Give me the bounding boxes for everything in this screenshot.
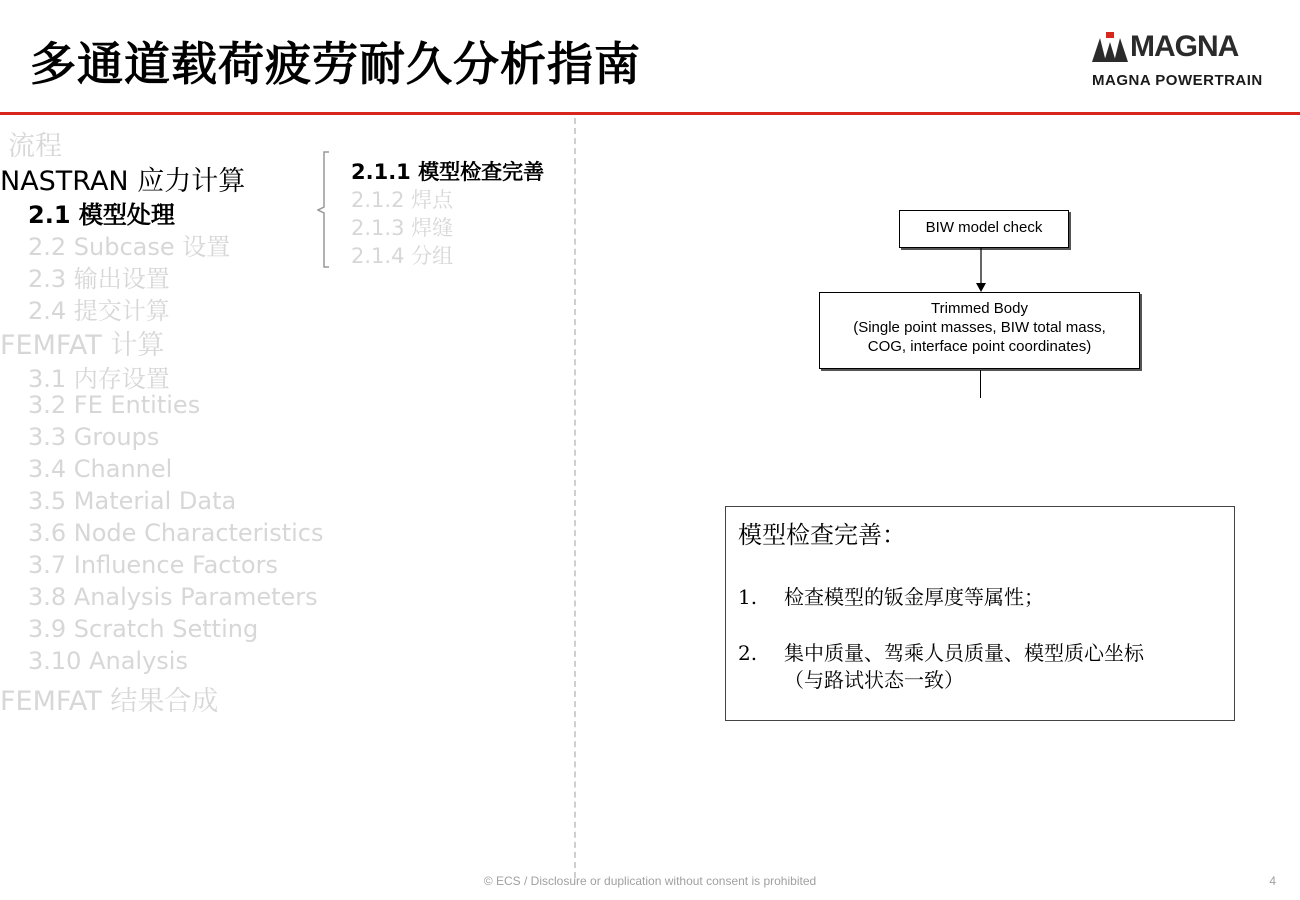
nav-2-4[interactable]: 2.4 提交计算 [28, 297, 170, 325]
note-item-1-text: 检查模型的钣金厚度等属性； [784, 585, 1044, 609]
nav-3-8[interactable]: 3.8 Analysis Parameters [28, 583, 318, 611]
note-heading: 模型检查完善： [738, 521, 906, 549]
logo-subtitle: MAGNA POWERTRAIN [1092, 72, 1263, 89]
flow-box-trimmed-body [819, 292, 1140, 369]
magna-logo-mark-icon [1092, 32, 1128, 62]
nav-3-6[interactable]: 3.6 Node Characteristics [28, 519, 324, 547]
flow-arrow [975, 247, 987, 293]
nav-3-2[interactable]: 3.2 FE Entities [28, 391, 201, 419]
nav-flow[interactable]: 流程 [8, 131, 62, 162]
footer-disclaimer: © ECS / Disclosure or duplication without consent is prohibited [483, 874, 817, 888]
page-number: 4 [1269, 874, 1276, 888]
subnav-2-1-4[interactable]: 2.1.4 分组 [351, 244, 454, 268]
nav-femfat-calc[interactable]: FEMFAT 计算 [0, 330, 165, 361]
nav-3-1[interactable]: 3.1 内存设置 [28, 365, 170, 393]
flow-box-trimmed-body-line2: (Single point masses, BIW total mass, [853, 319, 1106, 336]
nav-femfat-result[interactable]: FEMFAT 结果合成 [0, 686, 219, 717]
note-item-2 [738, 637, 1144, 666]
logo-wordmark: MAGNA [1130, 30, 1239, 63]
note-item-2-number: 2. [738, 641, 758, 665]
subnav-2-1-2[interactable]: 2.1.2 焊点 [351, 188, 454, 212]
note-item-1 [738, 581, 1044, 610]
nav-3-7[interactable]: 3.7 Influence Factors [28, 551, 278, 579]
nav-3-5[interactable]: 3.5 Material Data [28, 487, 237, 515]
nav-3-3[interactable]: 3.3 Groups [28, 423, 160, 451]
flow-box-trimmed-body-line1: Trimmed Body [931, 300, 1028, 317]
note-item-1-number: 1. [738, 585, 758, 609]
nav-nastran[interactable]: NASTRAN 应力计算 [0, 166, 246, 197]
flow-box-biw-check: BIW model check [899, 210, 1069, 248]
page-title: 多通道载荷疲劳耐久分析指南 [30, 37, 641, 91]
header-rule [0, 112, 1300, 115]
note-item-2-text: 集中质量、驾乘人员质量、模型质心坐标 [784, 641, 1144, 665]
subnav-2-1-3[interactable]: 2.1.3 焊缝 [351, 216, 454, 240]
flow-box-trimmed-body-line3: COG, interface point coordinates) [867, 338, 1092, 355]
subnav-2-1-1[interactable]: 2.1.1 模型检查完善 [351, 160, 545, 184]
nav-2-3[interactable]: 2.3 输出设置 [28, 265, 170, 293]
subnav-bracket [317, 151, 331, 269]
magna-logo [1090, 30, 1270, 92]
nav-3-10[interactable]: 3.10 Analysis [28, 647, 188, 675]
note-item-2-continuation: （与路试状态一致） [784, 668, 964, 692]
nav-3-9[interactable]: 3.9 Scratch Setting [28, 615, 259, 643]
flow-tail-line [980, 370, 981, 398]
nav-2-1[interactable]: 2.1 模型处理 [28, 201, 175, 229]
nav-3-4[interactable]: 3.4 Channel [28, 455, 173, 483]
column-divider [574, 118, 576, 878]
nav-2-2[interactable]: 2.2 Subcase 设置 [28, 233, 231, 261]
note-box [725, 506, 1235, 721]
